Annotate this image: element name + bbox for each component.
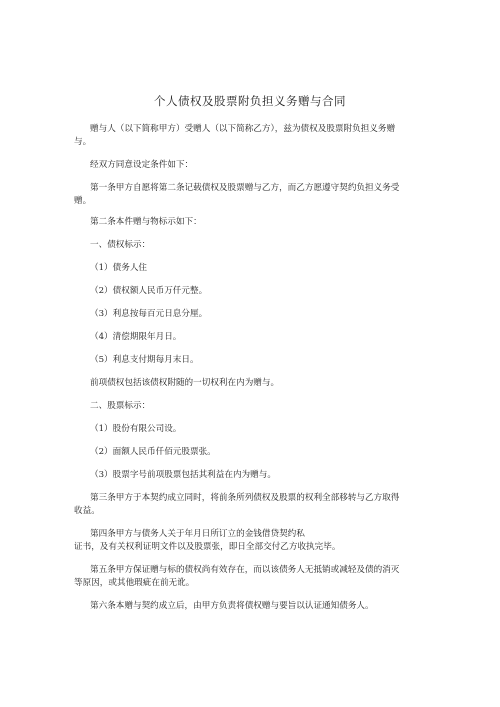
paragraph-line: 与。 <box>74 137 92 147</box>
claim-item-1 <box>90 262 430 275</box>
section-stock-heading <box>90 400 430 413</box>
paragraph-line: 第四条甲方与债务人关于年月日所订立的金钱借贷契约私 <box>90 529 305 539</box>
paragraph-article-5 <box>74 564 430 590</box>
paragraph-line: （1）股份有限公司设。 <box>90 424 182 434</box>
paragraph-line: 一、债权标示： <box>90 240 151 250</box>
paragraph-line: 收益。 <box>74 506 100 516</box>
section-claim-heading <box>90 239 430 252</box>
paragraph-line: 赠与人（以下简称甲方）受赠人（以下简称乙方），兹为债权及股票附负担义务赠 <box>90 124 396 134</box>
stock-item-1 <box>90 423 430 436</box>
paragraph-line: 第五条甲方保证赠与标的债权尚有效存在，而以该债务人无抵销或减轻及债的消灭 <box>90 565 400 575</box>
stock-item-3 <box>90 469 430 482</box>
claim-item-2 <box>90 285 430 298</box>
paragraph-article-3 <box>74 492 430 518</box>
paragraph-line: （2）债权额人民币万仟元整。 <box>90 286 208 296</box>
document-title: 个人债权及股票附负担义务赠与合同 <box>154 94 346 108</box>
paragraph-article-4 <box>74 528 430 554</box>
paragraph-line: （4）清偿期限年月日。 <box>90 332 182 342</box>
paragraph-article-6 <box>90 600 430 613</box>
paragraph-claim-note <box>90 377 430 390</box>
paragraph-line: （5）利息支付期每月末日。 <box>90 355 199 365</box>
paragraph-intro <box>74 123 430 149</box>
paragraph-line: 等原因，或其他瑕疵在前无讹。 <box>74 578 195 588</box>
stock-item-2 <box>90 446 430 459</box>
paragraph-line: （1）债务人住 <box>90 263 148 273</box>
paragraph-line: 第三条甲方于本契约成立同时，将前条所列债权及股票的权利全部移转与乙方取得 <box>90 493 400 503</box>
paragraph-article-2 <box>90 216 430 229</box>
paragraph-line: 证书，及有关权利证明文件以及股票张，即日全部交付乙方收执完毕。 <box>74 542 341 552</box>
paragraph-conditions <box>90 159 430 172</box>
claim-item-3 <box>90 308 430 321</box>
paragraph-article-1 <box>74 182 430 208</box>
paragraph-line: 第六条本赠与契约成立后，由甲方负责将债权赠与要旨以认证通知债务人。 <box>90 601 374 611</box>
paragraph-line: 前项债权包括该债权附随的一切权利在内为赠与。 <box>90 378 280 388</box>
claim-item-5 <box>90 354 430 367</box>
claim-item-4 <box>90 331 430 344</box>
paragraph-line: （3）股票字号前项股票包括其利益在内为赠与。 <box>90 470 276 480</box>
paragraph-line: 第二条本件赠与物标示如下： <box>90 217 202 227</box>
paragraph-line: 第一条甲方自愿将第二条记载债权及股票赠与乙方，而乙方愿遵守契约负担义务受 <box>90 183 400 193</box>
paragraph-line: （2）面额人民币仟佰元股票张。 <box>90 447 216 457</box>
paragraph-line: 经双方同意设定条件如下： <box>90 160 194 170</box>
paragraph-line: 赠。 <box>74 196 92 206</box>
paragraph-line: （3）利息按每百元日息分厘。 <box>90 309 208 319</box>
paragraph-line: 二、股票标示： <box>90 401 151 411</box>
